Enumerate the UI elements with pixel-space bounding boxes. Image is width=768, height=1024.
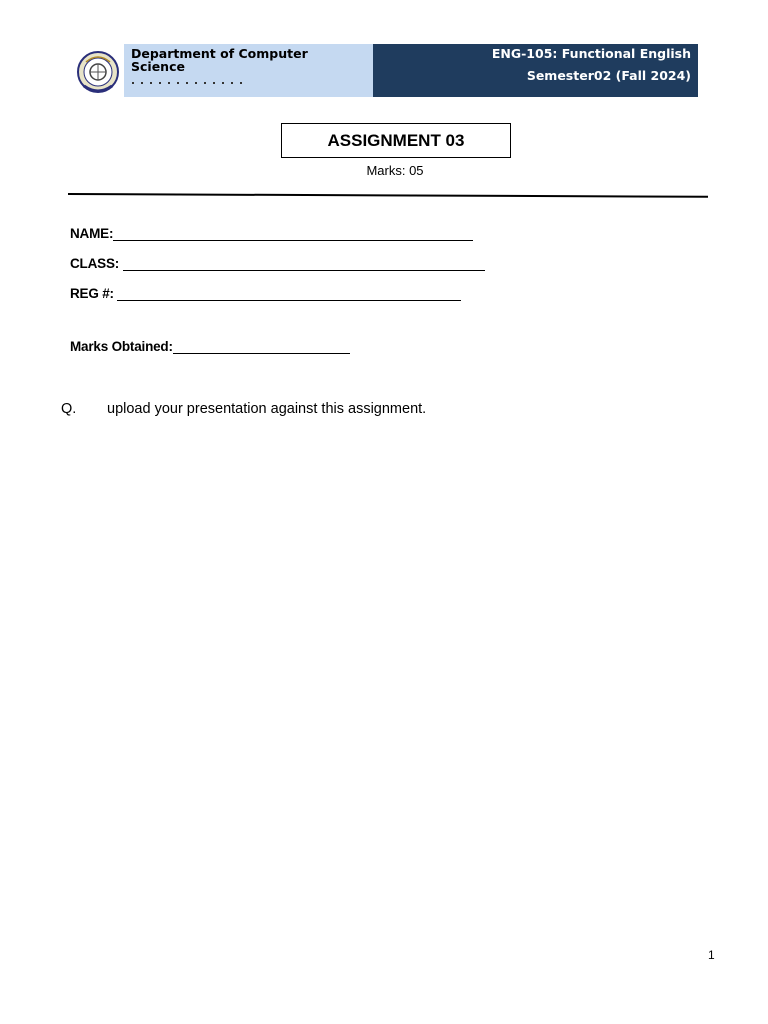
- marks-obtained-label: Marks Obtained:: [70, 339, 173, 354]
- page-number: 1: [708, 948, 715, 962]
- question-text: upload your presentation against this assignment.: [107, 401, 427, 417]
- question-number: Q.: [61, 401, 77, 417]
- reg-field: [70, 286, 461, 301]
- reg-label: REG #:: [70, 286, 118, 301]
- name-field: [70, 226, 473, 241]
- reg-blank[interactable]: [117, 299, 461, 301]
- course-banner: [373, 44, 698, 97]
- marks-obtained-field: [70, 339, 350, 354]
- document-header: [76, 44, 698, 97]
- name-label: NAME:: [70, 226, 114, 241]
- department-name: Department of Computer Science: [131, 46, 308, 74]
- course-code: ENG-105: Functional English: [491, 46, 691, 61]
- section-divider: [68, 193, 708, 198]
- class-blank[interactable]: [123, 269, 485, 271]
- university-seal-icon: [76, 50, 120, 94]
- question-item: [61, 401, 426, 417]
- department-subtitle-dots: [132, 82, 242, 84]
- total-marks: Marks: 05: [366, 163, 424, 178]
- class-label: CLASS:: [70, 256, 123, 271]
- name-blank[interactable]: [113, 239, 473, 241]
- assignment-title: ASSIGNMENT 03: [281, 123, 511, 158]
- marks-obtained-blank[interactable]: [173, 352, 350, 354]
- department-banner: [124, 44, 373, 97]
- class-field: [70, 256, 485, 271]
- semester-label: Semester02 (Fall 2024): [526, 68, 691, 83]
